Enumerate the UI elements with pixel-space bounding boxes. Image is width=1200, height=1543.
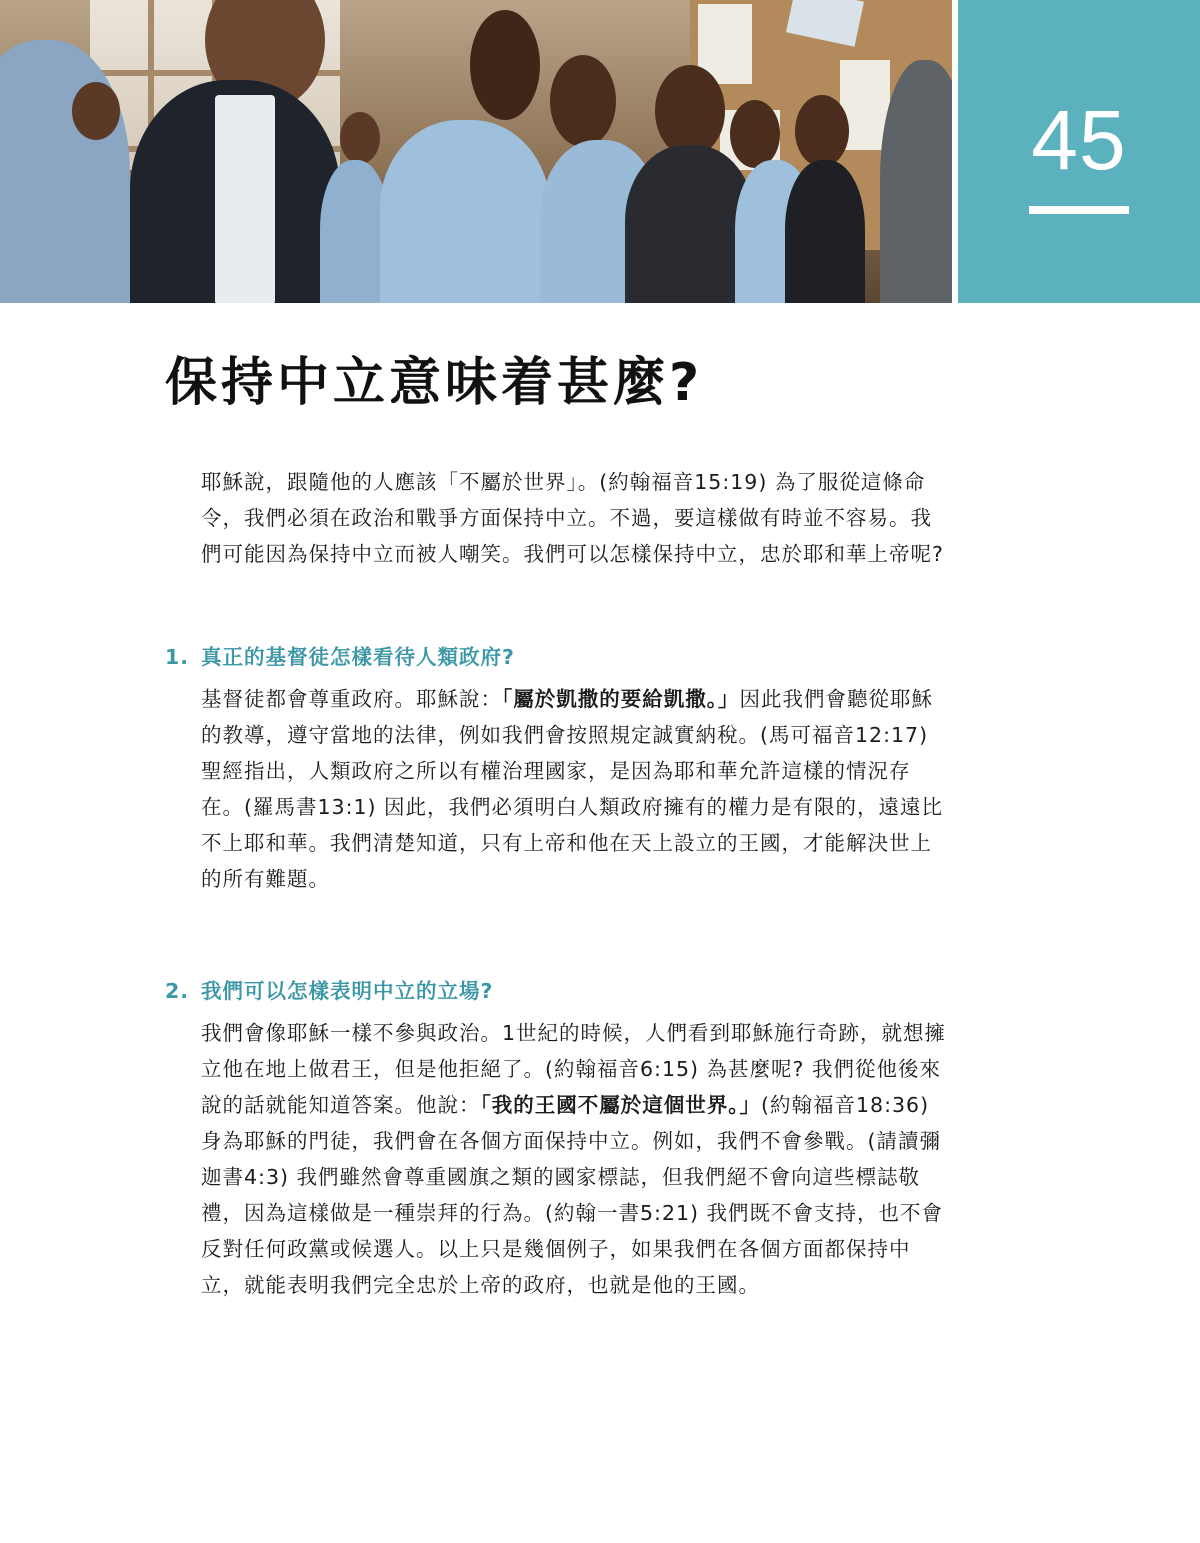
section-2-title: 我們可以怎樣表明中立的立場? xyxy=(201,979,494,1003)
section-2-text-a: 我們會像耶穌一樣不參與政治。1世紀的時候，人們看到耶穌施行奇跡，就想擁立他在地上做君王，但是他拒絕了。(約翰福音6:15) 為甚麼呢? 我們從他後來說的話就能知道答案。他說： xyxy=(201,1021,947,1117)
intro-paragraph: 耶穌說，跟隨他的人應該「不屬於世界」。(約翰福音15:19) 為了服從這條命令，我們必須在政治和戰爭方面保持中立。不過，要這樣做有時並不容易。我們可能因為保持中立而被人嘲笑。我們可以怎樣保持中立，忠於耶和華上帝呢? xyxy=(201,470,944,566)
section-1-heading xyxy=(165,642,515,672)
section-2-heading xyxy=(165,976,493,1006)
section-2-number: 2. xyxy=(165,979,190,1003)
section-1-number: 1. xyxy=(165,645,190,669)
section-1-title: 真正的基督徒怎樣看待人類政府? xyxy=(201,645,515,669)
section-1-paragraph xyxy=(201,681,953,897)
section-2-text-b: (約翰福音18:36) 身為耶穌的門徒，我們會在各個方面保持中立。例如，我們不會參戰。(請讀彌迦書4:3) 我們雖然會尊重國旗之類的國家標誌，但我們絕不會向這些標誌敬禮，因為這樣做是一種崇拜的行為。(約翰一書5:21) 我們既不會支持，也不會反對任何政黨或候選人。以上只是幾個例子，如果我們在各個方面都保持中立，就能表明我們完全忠於上帝的政府，也就是他的王國。 xyxy=(201,1093,944,1297)
header-photo xyxy=(0,0,952,303)
section-1-text-a: 基督徒都會尊重政府。耶穌說： xyxy=(201,687,502,711)
section-1-text-b: 因此我們會聽從耶穌的教導，遵守當地的法律，例如我們會按照規定誠實納稅。(馬可福音12:17) 聖經指出，人類政府之所以有權治理國家，是因為耶和華允許這樣的情況存在。(羅馬書13:1) 因此，我們必須明白人類政府擁有的權力是有限的，遠遠比不上耶和華。我們清楚知道，只有上帝和他在天上設立的王國，才能解決世上的所有難題。 xyxy=(201,687,944,891)
lesson-number-badge xyxy=(958,0,1200,303)
page-title: 保持中立意味着甚麼? xyxy=(165,353,704,413)
section-2-quote: 「我的王國不屬於這個世界。」 xyxy=(480,1093,761,1117)
lesson-number: 45 xyxy=(1031,93,1127,187)
section-2-paragraph xyxy=(201,1015,953,1303)
lesson-number-underline xyxy=(1029,206,1129,214)
section-1-quote: 「屬於凱撒的要給凱撒。」 xyxy=(502,687,740,711)
